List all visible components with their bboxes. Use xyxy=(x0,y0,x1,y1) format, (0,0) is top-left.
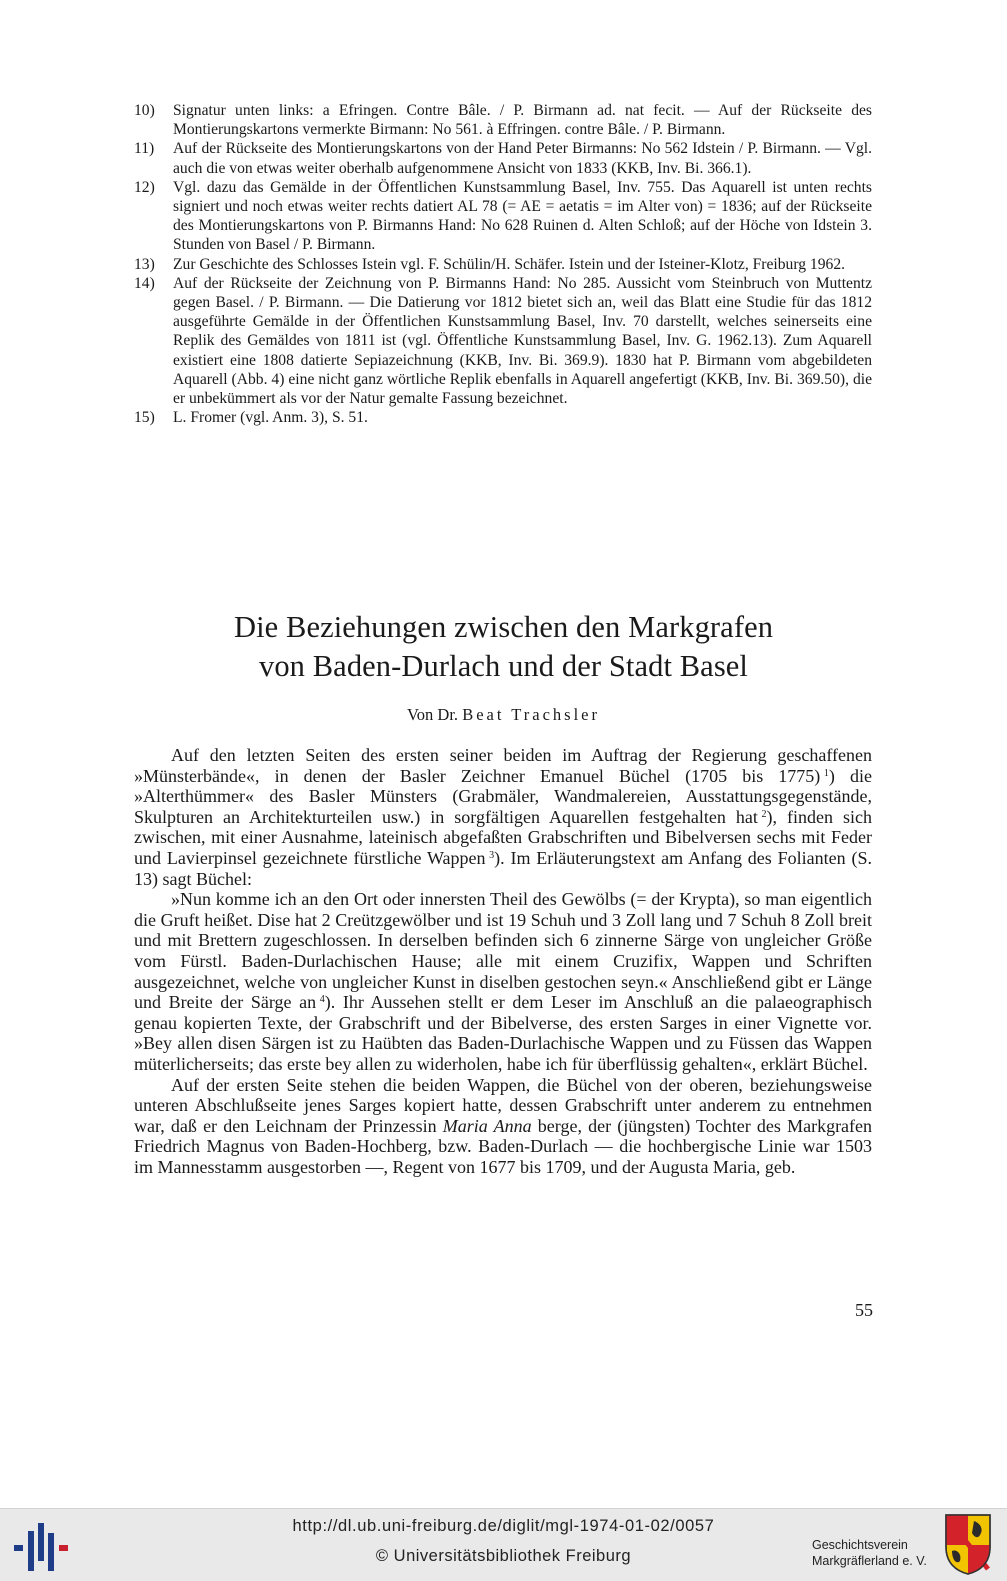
article-title-line-2: von Baden-Durlach und der Stadt Basel xyxy=(258,649,749,683)
footnote-ref: 4 xyxy=(319,994,325,1006)
text-run: ). Im Erläuterungstext am Anfang des Folianten (S. 13) sagt Büchel: xyxy=(134,847,873,889)
footnote-ref: 3 xyxy=(489,849,495,861)
footnote-text: Vgl. dazu das Gemälde in der Öffentlichen Kunstsammlung Basel, Inv. 755. Das Aquarell ist unten rechts signiert und noch etwas weiter rechts datiert AL 78 (= AE = aetatis = im Alter von) = 1836; auf der Rückseite des Montierungskartons von P. Birmanns Hand: No 628 Ruinen d. Alten Schloß; auf der Höche von Idstein 3. Stunden von Basel / P. Birmann. xyxy=(173,178,872,254)
page-number: 55 xyxy=(855,1300,873,1320)
footnote-number: 12) xyxy=(134,178,155,196)
paragraph xyxy=(134,889,872,1074)
footnote-number: 13) xyxy=(134,255,155,273)
footnotes xyxy=(134,101,872,427)
footnote-ref: 2 xyxy=(761,808,767,820)
society-name-line-1: Geschichtsverein xyxy=(812,1538,908,1552)
footnote xyxy=(134,101,872,139)
society-name xyxy=(812,1537,927,1569)
footnote-text: L. Fromer (vgl. Anm. 3), S. 51. xyxy=(173,409,368,427)
society-name-line-2: Markgräflerland e. V. xyxy=(812,1554,927,1568)
copyright-notice: © Universitätsbibliothek Freiburg xyxy=(375,1547,632,1565)
footnote-text: Zur Geschichte des Schlosses Istein vgl. F. Schülin/H. Schäfer. Istein und der Isteiner-Klotz, Freiburg 1962. xyxy=(173,255,846,273)
footnote-text: Signatur unten links: a Efringen. Contre Bâle. / P. Birmann ad. nat fecit. — Auf der Rückseite des Montierungskartons vermerkte Birmann: No 561. à Effringen. contre Bâle. / P. Birmann. xyxy=(173,102,872,139)
text-run: berge, der (jüngsten) Tochter des Markgrafen Friedrich Magnus von Baden-Hochberg, bzw. Baden-Durlach — die hochbergische Linie war 1503 im Mannesstamm ausgestorben —, Regent von 1677 bis 1709, und der Augusta Maria, geb. xyxy=(134,1115,873,1177)
footnote-ref: 1 xyxy=(823,767,829,779)
coat-of-arms-icon xyxy=(944,1513,992,1575)
paragraph xyxy=(134,745,872,889)
text-run: »Nun komme ich an den Ort oder innersten Theil des Gewölbs (= der Krypta), so man eigentlich die Gruft heißet. Dise hat 2 Creützgewölber und ist 19 Schuh und 3 Zoll lang und 7 Schuh 8 Zoll breit und mit Brettern zugeschlossen. In derselben befinden sich 6 zinnerne Särge von ungleicher Größe vom Fürstl. Baden-Durlachischen Hause; alle mit einem Cruzifix, Wappen und Schriften ausgezeichnet, welche von ungleicher Kunst in diselben gestochen seyn.« Anschließend gibt er Länge und Breite der Särge an xyxy=(134,889,872,1013)
text-run: ) die »Alterthümmer« des Basler Münsters (Grabmäler, Wandmalereien, Ausstattungsgegenstände, Skulpturen an Architekturteilen usw.) in sorgfältigen Aquarellen festgehalten hat xyxy=(134,765,873,827)
footnote-text: Auf der Rückseite des Montierungskartons von der Hand Peter Birmanns: No 562 Idstein / P. Birmann. — Vgl. auch die von etwas weiter oberhalb aufgenommene Ansicht von 1833 (KKB, Inv. Bi. 366.1). xyxy=(173,140,872,177)
footnote xyxy=(134,274,872,408)
text-run: Auf den letzten Seiten des ersten seiner beiden im Auftrag der Regierung geschaffenen »Münsterbände«, in denen der Basler Zeichner Emanuel Büchel (1705 bis 1775) xyxy=(134,745,872,786)
paragraph xyxy=(134,1075,872,1178)
document-url-link[interactable]: http://dl.ub.uni-freiburg.de/diglit/mgl-1974-01-02/0057 xyxy=(292,1517,715,1535)
footnote-number: 11) xyxy=(134,140,155,158)
footnote-number: 10) xyxy=(134,102,155,119)
author-prefix: Von Dr. xyxy=(407,705,459,724)
footnote-number: 14) xyxy=(134,274,155,292)
footnote xyxy=(134,408,872,427)
article-body xyxy=(134,745,872,1177)
text-run: Auf der ersten Seite stehen die beiden Wappen, die Büchel von der oberen, beziehungsweise unteren Abschlußseite jenes Sarges kopiert hatte, dessen Grabschrift unter anderem zu entnehmen war, daß er den Leichnam der Prinzessin xyxy=(134,1074,872,1136)
author-name: Beat Trachsler xyxy=(462,705,600,724)
footnote xyxy=(134,139,872,177)
author-byline xyxy=(0,705,1007,725)
footnote xyxy=(134,178,872,255)
footnote-number: 15) xyxy=(134,409,155,427)
article-header xyxy=(0,608,1007,725)
article-title-line-1: Die Beziehungen zwischen den Markgrafen xyxy=(233,610,774,644)
text-run: ), finden sich zwischen, mit einer Ausnahme, lateinisch abgefaßten Grabschriften und Bibelversen sechs mit Feder und Lavierpinsel gezeichnete fürstliche Wappen xyxy=(134,806,873,868)
footnote xyxy=(134,255,872,274)
text-run: ). Ihr Aussehen stellt er dem Leser im Anschluß an die palaeographisch genau kopierten Texte, der Grabschrift und der Bibelverse, des ersten Sarges in einer Vignette vor. »Bey allen disen Särgen ist zu Haübten das Baden-Durlachische Wappen und zu Füssen das Wappen müterlicherseits; das erste bey allen zu widerholen, habe ich für überflüssig gehalten«, erklärt Büchel. xyxy=(134,992,872,1074)
footnote-text: Auf der Rückseite der Zeichnung von P. Birmanns Hand: No 285. Aussicht vom Steinbruch von Muttentz gegen Basel. / P. Birmann. — Die Datierung vor 1812 bietet sich an, weil das Blatt eine Studie für das 1812 ausgeführte Gemälde in der Öffentlichen Kunstsammlung Basel, Inv. 70 darstellt, welches seinerseits eine Replik des Gemäldes von 1811 ist (vgl. Öffentliche Kunstsammlung Basel, Inv. G. 1962.13). Zum Aquarell existiert eine 1808 datierte Sepiazeichnung (KKB, Inv. Bi. 369.9). 1830 hat P. Birmann vom abgebildeten Aquarell (Abb. 4) eine nicht ganz wörtliche Replik ebenfalls in Aquarell angefertigt (KKB, Inv. Bi. 369.50), die er unbekümmert als vor der Natur gemalte Fassung bezeichnet. xyxy=(173,274,872,408)
viewer-footer xyxy=(0,1508,1007,1581)
emphasized-name: Maria Anna xyxy=(442,1115,532,1136)
